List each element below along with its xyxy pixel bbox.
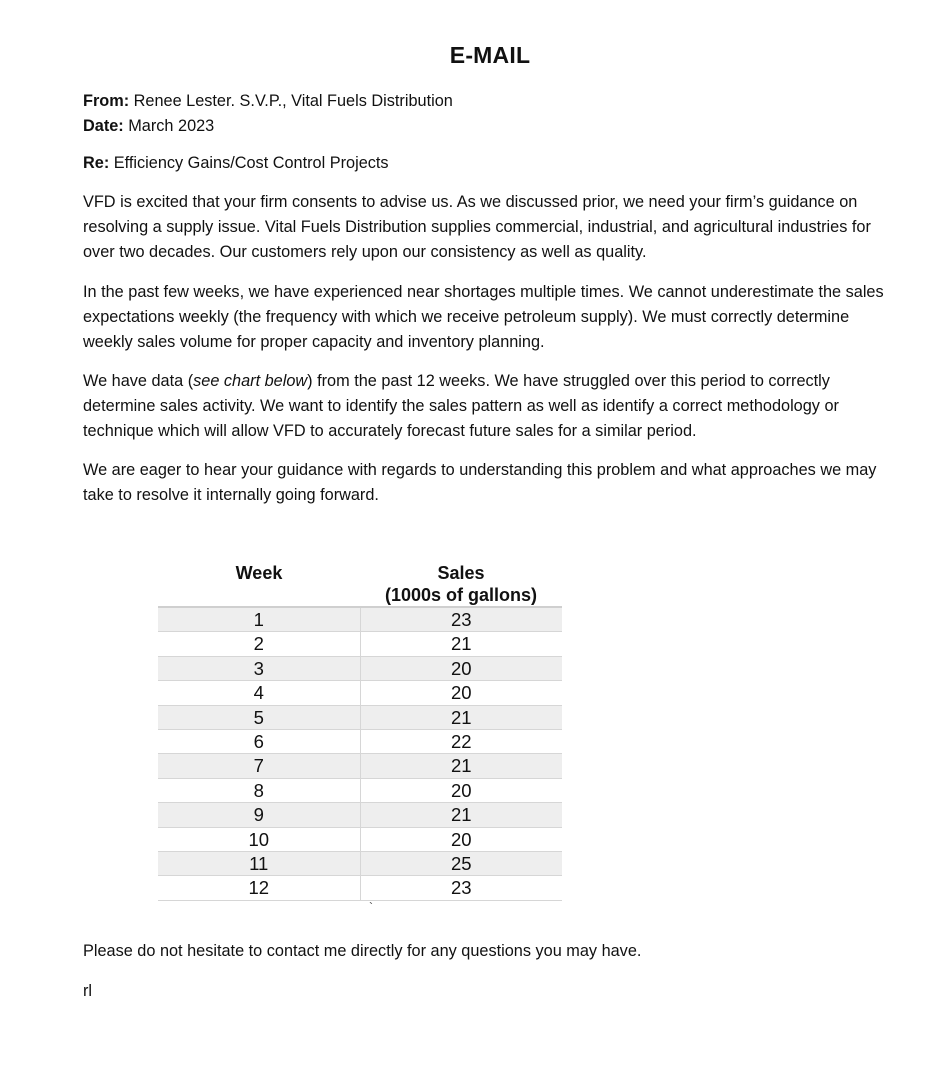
table-row <box>158 706 562 730</box>
paragraph-1-text: VFD is excited that your firm consents to advise us. As we discussed prior, we need your firm’s guidance on resolving a supply issue. Vital Fuels Distribution supplies commercial, industrial, and agricultural industries for over two decades. Our customers rely upon our consistency as well as quality. <box>83 193 871 261</box>
week-cell: 10 <box>248 828 270 850</box>
sales-cell: 20 <box>360 681 563 704</box>
sales-cell: 21 <box>360 803 563 826</box>
table-row <box>158 632 562 656</box>
sender-initials: rl <box>83 982 93 1000</box>
paragraph-1 <box>83 190 898 265</box>
paragraph-4 <box>83 458 898 508</box>
week-cell: 11 <box>249 852 269 874</box>
table-row <box>158 803 562 827</box>
sales-table <box>158 560 562 901</box>
date-label: Date: <box>83 117 124 135</box>
sales-cell: 20 <box>360 779 563 802</box>
date-value: March 2023 <box>128 117 215 135</box>
paragraph-3 <box>83 369 898 444</box>
closing-line: Please do not hesitate to contact me directly for any questions you may have. <box>83 942 642 960</box>
week-cell: 5 <box>253 706 264 728</box>
table-body <box>158 608 562 901</box>
sales-cell: 21 <box>360 754 563 777</box>
paragraph-2 <box>83 280 898 355</box>
week-cell: 9 <box>253 804 264 826</box>
sales-cell: 22 <box>360 730 563 753</box>
sales-cell: 21 <box>360 632 563 655</box>
table-row <box>158 657 562 681</box>
email-header <box>83 89 898 139</box>
sales-cell: 20 <box>360 828 563 851</box>
table-row <box>158 779 562 803</box>
table-row <box>158 754 562 778</box>
sales-cell: 20 <box>360 657 563 680</box>
paragraph-3-after: ) from the past 12 weeks. We have struggled over this period to correctly determine sales activity. We want to identify the sales pattern as well as identify a correct methodology or technique which will allow VFD to accurately forecast future sales for a similar period. <box>83 372 839 440</box>
stray-mark: ` <box>369 900 373 914</box>
subject-line <box>83 151 898 176</box>
table-header-row <box>158 560 562 608</box>
date-line <box>83 114 898 139</box>
week-cell: 3 <box>253 657 264 679</box>
paragraph-2-text: In the past few weeks, we have experienced near shortages multiple times. We cannot underestimate the sales expectations weekly (the frequency with which we receive petroleum supply). We must correctly determine weekly sales volume for proper capacity and inventory planning. <box>83 283 884 351</box>
header-week: Week <box>235 563 283 583</box>
header-sales-line2: (1000s of gallons) <box>384 585 538 605</box>
table-row <box>158 608 562 632</box>
week-cell: 12 <box>248 877 270 899</box>
re-label: Re: <box>83 154 110 172</box>
sales-cell: 21 <box>360 706 563 729</box>
sales-cell: 25 <box>360 852 563 875</box>
email-title: E-MAIL <box>449 42 531 68</box>
paragraph-4-text: We are eager to hear your guidance with regards to understanding this problem and what approaches we may take to resolve it internally going forward. <box>83 461 877 504</box>
sales-cell: 23 <box>360 876 563 899</box>
header-sales <box>360 560 562 606</box>
sales-cell: 23 <box>360 608 563 631</box>
paragraph-3-text <box>83 369 898 444</box>
paragraph-3-italic: see chart below <box>193 372 308 390</box>
week-cell: 4 <box>253 682 264 704</box>
week-cell: 1 <box>253 609 264 630</box>
table-row <box>158 876 562 900</box>
table-row <box>158 730 562 754</box>
from-value: Renee Lester. S.V.P., Vital Fuels Distribution <box>133 92 453 110</box>
table-row <box>158 681 562 705</box>
from-label: From: <box>83 92 130 110</box>
re-value: Efficiency Gains/Cost Control Projects <box>113 154 389 172</box>
table-row <box>158 828 562 852</box>
week-cell: 2 <box>253 633 264 655</box>
from-line <box>83 89 898 114</box>
week-cell: 8 <box>253 779 264 801</box>
week-cell: 6 <box>253 730 264 752</box>
header-sales-line1: Sales <box>437 563 485 583</box>
table-row <box>158 852 562 876</box>
week-cell: 7 <box>253 755 264 777</box>
paragraph-3-before: We have data ( <box>83 372 194 390</box>
